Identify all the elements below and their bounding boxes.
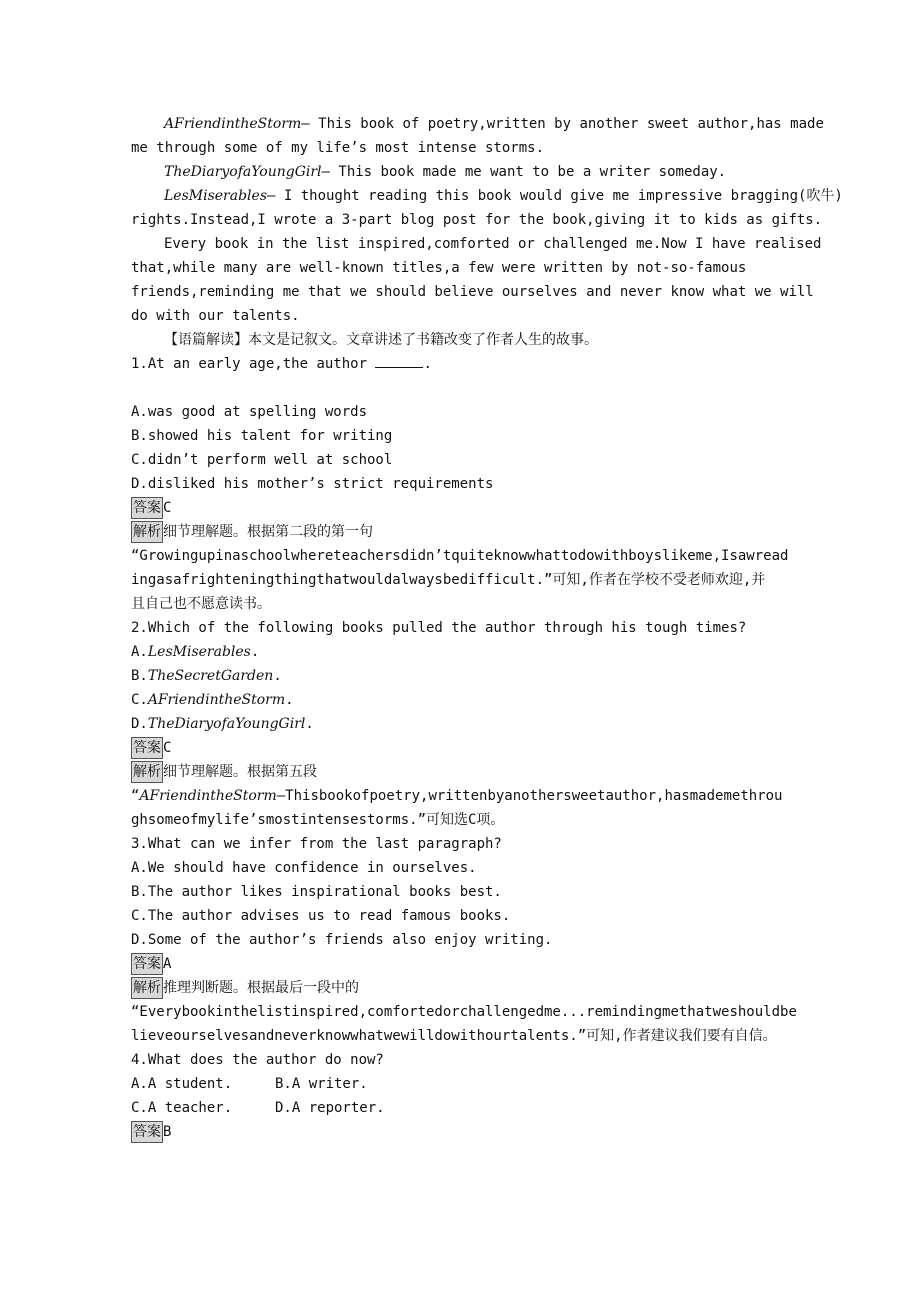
analysis-text: “Growingupinaschoolwhereteachersdidn’tquiteknowwhattodowithboyslikeme,Isawread bbox=[131, 548, 789, 564]
answer-line bbox=[131, 496, 791, 520]
paragraph-line: Every book in the list inspired,comforted or challenged me.Now I have realised bbox=[164, 236, 822, 252]
answer-line bbox=[131, 1120, 791, 1144]
paragraph-diary: TheDiaryofaYoungGirl— This book made me want to be a writer someday. bbox=[164, 164, 727, 180]
option: C.The author advises us to read famous books. bbox=[131, 908, 511, 924]
question-3-stem: 3.What can we infer from the last paragraph? bbox=[131, 836, 502, 852]
book-title: LesMiserables bbox=[164, 188, 267, 204]
option: D.disliked his mother’s strict requirements bbox=[131, 476, 494, 492]
answer-value: C bbox=[163, 740, 172, 756]
option: A.We should have confidence in ourselves. bbox=[131, 860, 477, 876]
option-row bbox=[131, 1096, 791, 1120]
analysis-line: 解析 细节理解题。根据第二段的第一句 bbox=[131, 520, 791, 544]
question-4-stem: 4.What does the author do now? bbox=[131, 1052, 384, 1068]
option-row bbox=[131, 1072, 791, 1096]
analysis-line: 解析 细节理解题。根据第五段 bbox=[131, 760, 791, 784]
book-title: AFriendintheStorm bbox=[164, 116, 302, 132]
analysis-text: ingasafrighteningthingthatwouldalwaysbedifficult.”可知,作者在学校不受老师欢迎,并 bbox=[131, 572, 766, 588]
answer-value: A bbox=[163, 956, 172, 972]
option: B.TheSecretGarden. bbox=[131, 668, 282, 684]
analysis-text: lieveourselvesandneverknowwhatwewilldowithourtalents.”可知,作者建议我们要有自信。 bbox=[131, 1028, 777, 1044]
analysis-tag: 解析 bbox=[131, 521, 163, 543]
option: C.didn’t perform well at school bbox=[131, 452, 393, 468]
answer-line bbox=[131, 736, 791, 760]
option: D.Some of the author’s friends also enjoy writing. bbox=[131, 932, 553, 948]
option: D.TheDiaryofaYoungGirl. bbox=[131, 716, 314, 732]
analysis-text: “Everybookinthelistinspired,comfortedorchallengedme...remindingmethatweshouldbe bbox=[131, 1004, 797, 1020]
option: A.was good at spelling words bbox=[131, 404, 368, 420]
paragraph-les-miserables: LesMiserables— I thought reading this book would give me impressive bragging(吹牛) bbox=[164, 188, 843, 204]
book-title: TheDiaryofaYoungGirl bbox=[164, 164, 322, 180]
paragraph-line: do with our talents. bbox=[131, 308, 300, 324]
option: B.showed his talent for writing bbox=[131, 428, 393, 444]
analysis-text: 且自己也不愿意读书。 bbox=[131, 596, 271, 612]
option: A.A student. bbox=[131, 1076, 233, 1092]
question-1-stem: 1.At an early age,the author . bbox=[131, 352, 791, 376]
paragraph-line: me through some of my life’s most intense storms. bbox=[131, 140, 545, 156]
paragraph-line: rights.Instead,I wrote a 3-part blog post for the book,giving it to kids as gifts. bbox=[131, 212, 823, 228]
answer-tag: 答案 bbox=[131, 737, 163, 759]
analysis-tag: 解析 bbox=[131, 977, 163, 999]
answer-tag: 答案 bbox=[131, 953, 163, 975]
option: A.LesMiserables. bbox=[131, 644, 260, 660]
answer-blank bbox=[375, 353, 423, 368]
answer-tag: 答案 bbox=[131, 497, 163, 519]
option: C.A teacher. bbox=[131, 1100, 233, 1116]
analysis-text: ghsomeofmylife’smostintensestorms.”可知选C项。 bbox=[131, 812, 505, 828]
document-body bbox=[131, 112, 843, 1144]
option: B.The author likes inspirational books best. bbox=[131, 884, 502, 900]
option: B.A writer. bbox=[275, 1076, 368, 1092]
question-2-stem: 2.Which of the following books pulled the author through his tough times? bbox=[131, 620, 747, 636]
paragraph-line: that,while many are well-known titles,a few were written by not-so-famous bbox=[131, 260, 747, 276]
paragraph-friend-in-storm: AFriendintheStorm— This book of poetry,written by another sweet author,has made bbox=[164, 116, 824, 132]
option: C.AFriendintheStorm. bbox=[131, 692, 294, 708]
paragraph-line: friends,reminding me that we should believe ourselves and never know what we will bbox=[131, 284, 814, 300]
answer-tag: 答案 bbox=[131, 1121, 163, 1143]
option: D.A reporter. bbox=[275, 1100, 385, 1116]
analysis-tag: 解析 bbox=[131, 761, 163, 783]
passage-summary: 【语篇解读】本文是记叙文。文章讲述了书籍改变了作者人生的故事。 bbox=[164, 332, 598, 348]
answer-line bbox=[131, 952, 791, 976]
analysis-text: “AFriendintheStorm—Thisbookofpoetry,writtenbyanothersweetauthor,hasmademethrou bbox=[131, 788, 783, 804]
answer-value: C bbox=[163, 500, 172, 516]
analysis-line: 解析 推理判断题。根据最后一段中的 bbox=[131, 976, 791, 1000]
answer-value: B bbox=[163, 1124, 172, 1140]
